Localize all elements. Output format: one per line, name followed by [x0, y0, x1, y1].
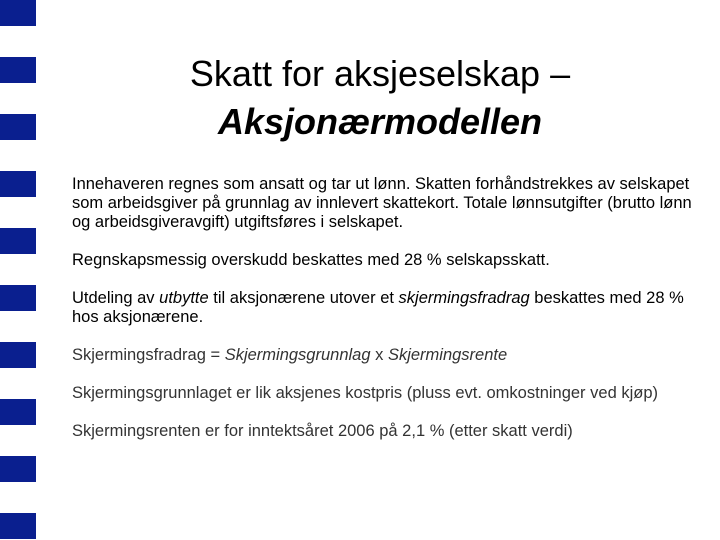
text-segment: til aksjonærene utover et: [208, 289, 399, 307]
term-skjermingsgrunnlag: Skjermingsgrunnlag: [224, 346, 371, 364]
text-segment: Skjermingsfradrag =: [72, 346, 225, 364]
text-segment: x: [370, 346, 388, 364]
decorative-square: [0, 171, 36, 197]
decorative-square: [0, 285, 36, 311]
decorative-square: [0, 114, 36, 140]
decorative-square: [0, 342, 36, 368]
decorative-square: [0, 513, 36, 539]
term-skjermingsrente: Skjermingsrente: [387, 346, 508, 364]
decorative-square-strip: [0, 0, 36, 540]
title-line-2: Aksjonærmodellen: [217, 101, 543, 142]
paragraph-dividend: [72, 289, 702, 327]
decorative-square: [0, 0, 36, 26]
decorative-square: [0, 399, 36, 425]
decorative-square: [0, 456, 36, 482]
paragraph-salary: Innehaveren regnes som ansatt og tar ut lønn. Skatten forhåndstrekkes av selskapet som arbeidsgiver på grunnlag av innlevert skattekort. Totale lønnsutgifter (brutto lønn og arbeidsgiveravgift) utgiftsføres i selskapet.: [72, 175, 692, 231]
term-skjermingsfradrag: skjermingsfradrag: [398, 289, 530, 307]
slide-title: [120, 50, 640, 146]
term-utbytte: utbytte: [159, 289, 209, 307]
title-line-1: Skatt for aksjeselskap –: [189, 53, 571, 94]
slide-body: [72, 175, 702, 460]
paragraph-corporate-tax: Regnskapsmessig overskudd beskattes med 28 % selskapsskatt.: [72, 251, 550, 269]
decorative-square: [0, 228, 36, 254]
paragraph-formula: [72, 346, 702, 365]
decorative-square: [0, 57, 36, 83]
paragraph-shield-rate: Skjermingsrenten er for inntektsåret 2006 på 2,1 % (etter skatt verdi): [72, 422, 573, 440]
text-segment: beskattes med 28 % hos aksjonærene.: [72, 289, 684, 326]
text-segment: Utdeling av: [72, 289, 160, 307]
paragraph-shield-basis: Skjermingsgrunnlaget er lik aksjenes kostpris (pluss evt. omkostninger ved kjøp): [72, 384, 658, 402]
